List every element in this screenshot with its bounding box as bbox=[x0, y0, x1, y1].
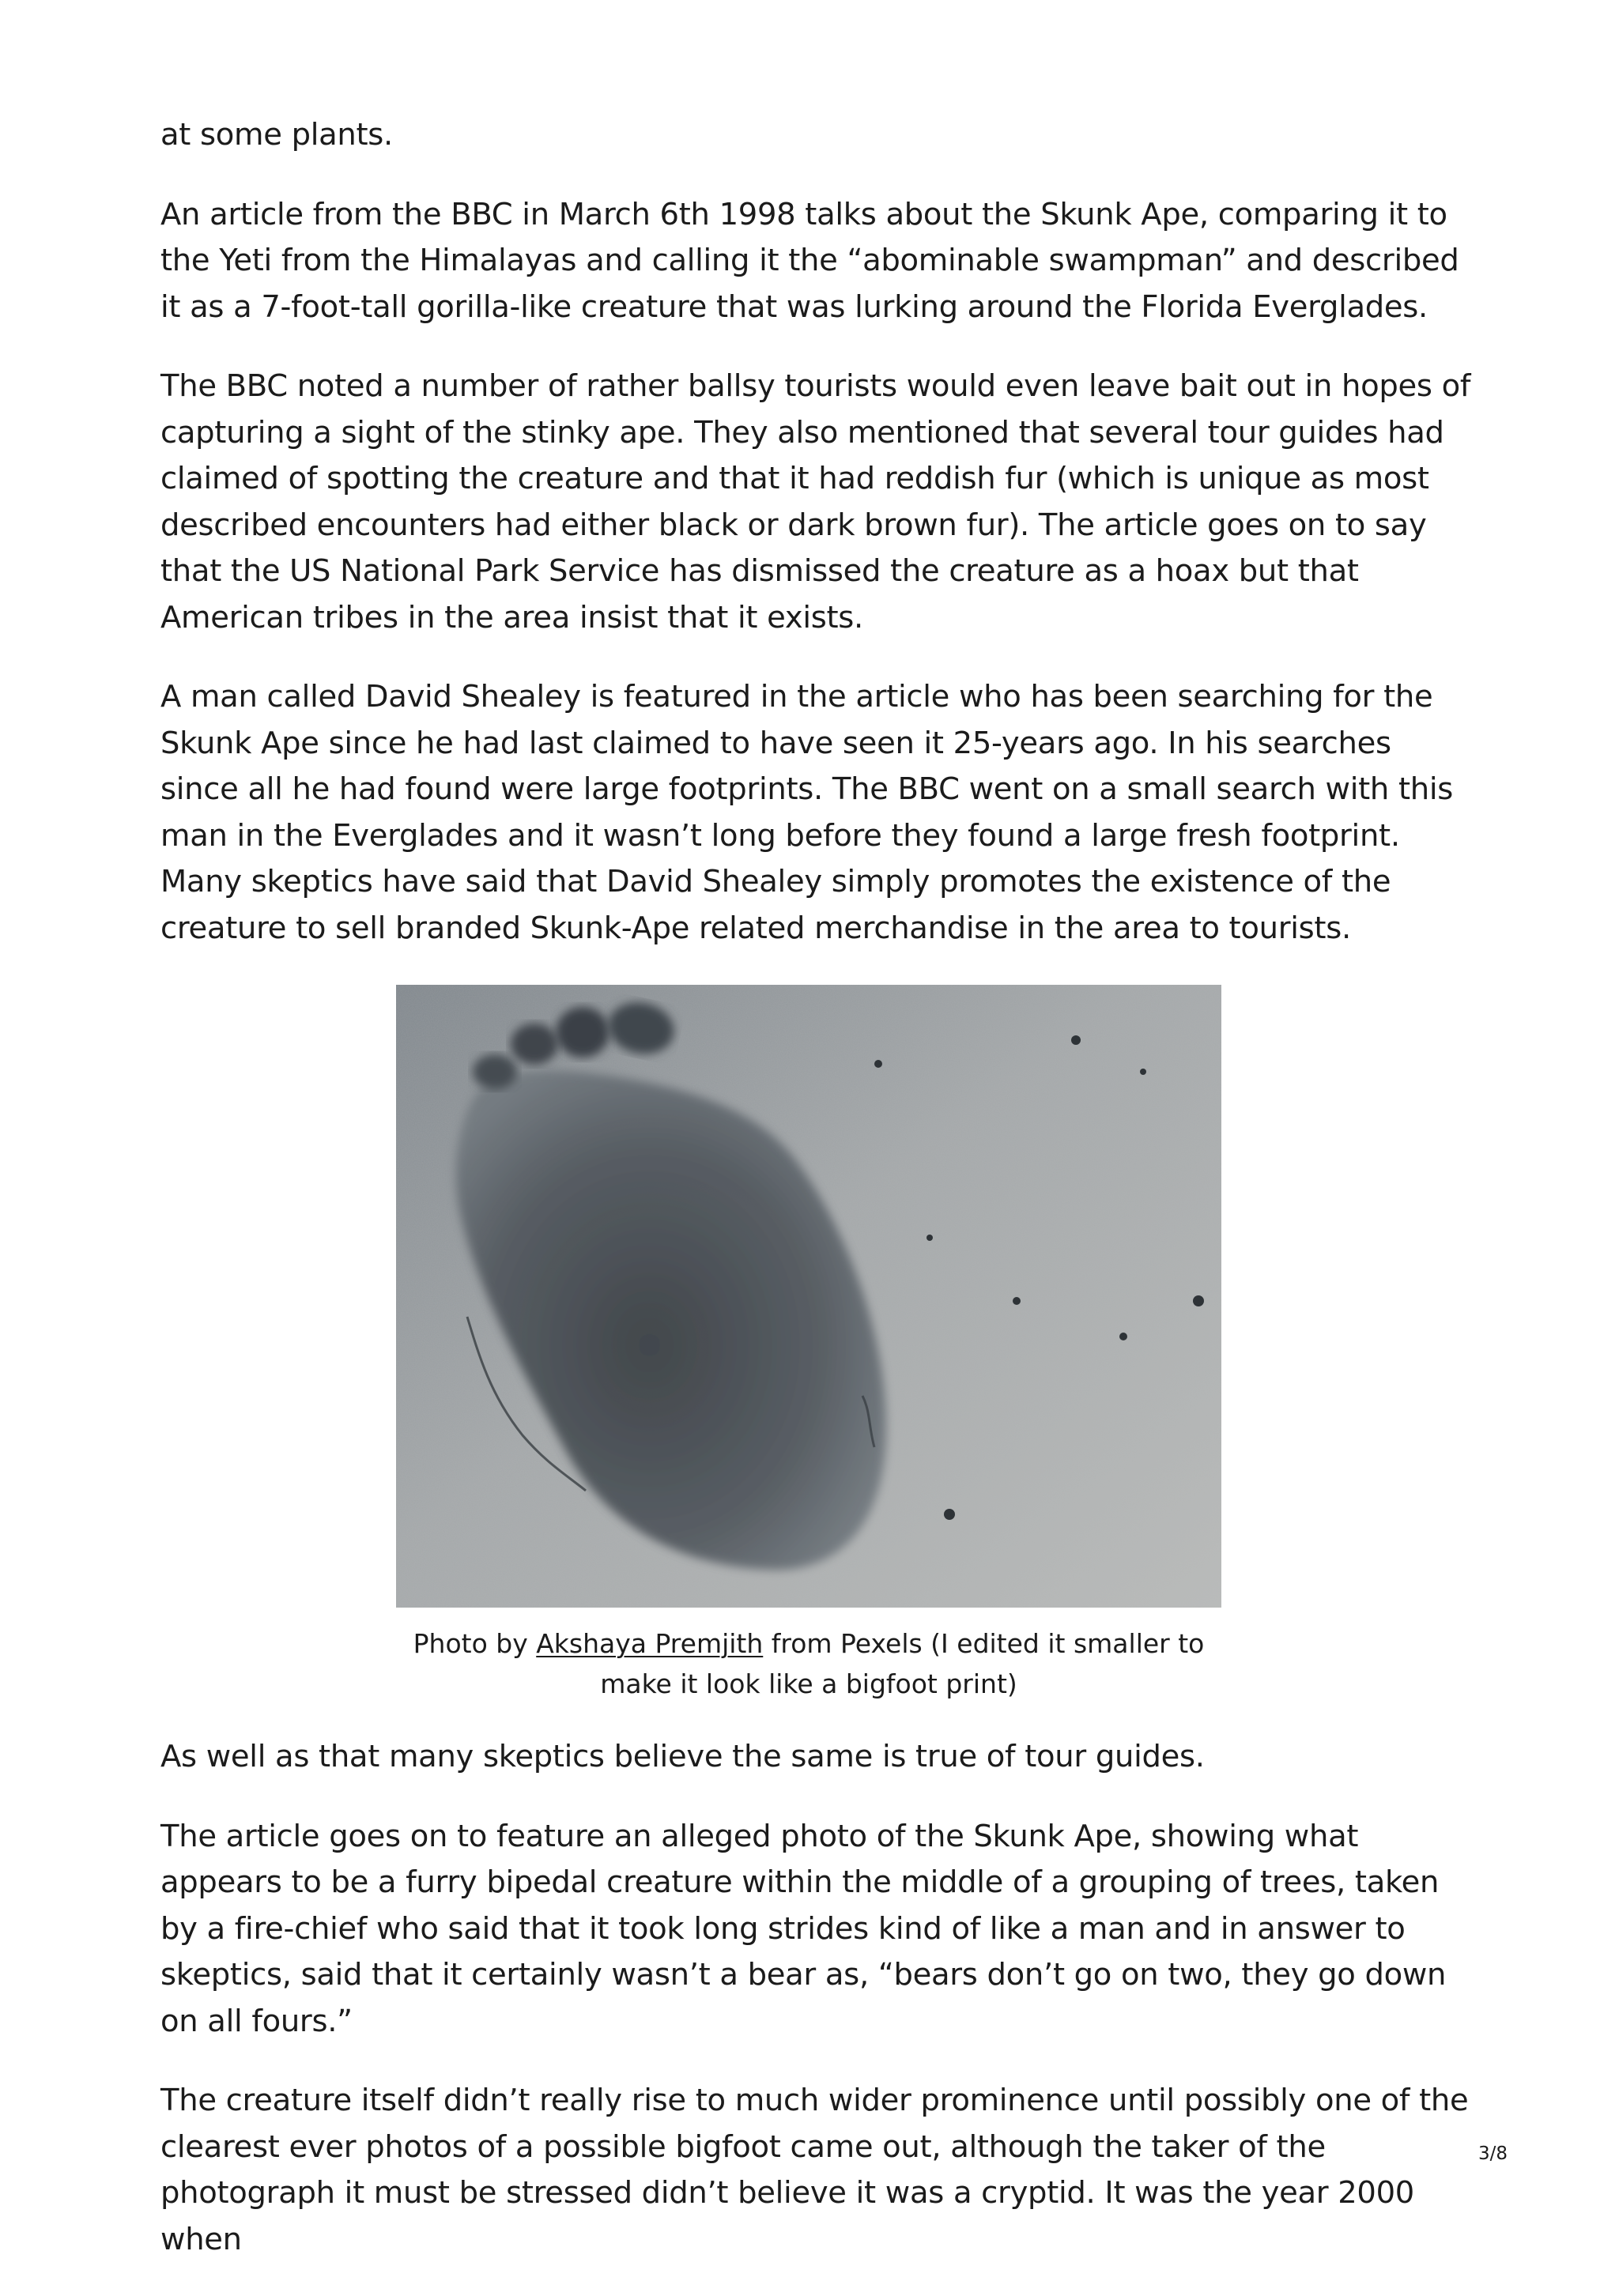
figure bbox=[160, 985, 1473, 1704]
caption-prefix: Photo by bbox=[413, 1628, 537, 1659]
paragraph: A man called David Shealey is featured in the article who has been searching for the Skunk Ape since he had last claimed to have seen it 25-years ago. In his searches since all he had found were large footprints. The BBC went on a small search with this man in the Everglades and it wasn’t long before they found a large fresh footprint. Many skeptics have said that David Shealey simply promotes the existence of the creature to sell branded Skunk-Ape related merchandise in the area to tourists. bbox=[160, 679, 1454, 946]
paragraph: The article goes on to feature an alleged photo of the Skunk Ape, showing what appears to be a furry bipedal creature within the middle of a grouping of trees, taken by a fire-chief who said that it took long strides kind of like a man and in answer to skeptics, said that it certainly wasn’t a bear as, “bears don’t go on two, they go down on all fours.” bbox=[160, 1818, 1447, 2039]
paragraph: at some plants. bbox=[160, 117, 393, 153]
paragraph: An article from the BBC in March 6th 1998 talks about the Skunk Ape, comparing it to the Yeti from the Himalayas and calling it the “abominable swampman” and described it as a 7-foot-tall gorilla-like creature that was lurking around the Florida Everglades. bbox=[160, 196, 1459, 325]
footprint-photo bbox=[396, 985, 1221, 1608]
paragraph: As well as that many skeptics believe the same is true of tour guides. bbox=[160, 1739, 1205, 1774]
photo-caption bbox=[396, 1623, 1221, 1704]
paragraph: The BBC noted a number of rather ballsy tourists would even leave bait out in hopes of capturing a sight of the stinky ape. They also mentioned that several tour guides had claimed of spotting the creature and that it had reddish fur (which is unique as most described encounters had either black or dark brown fur). The article goes on to say that the US National Park Service has dismissed the creature as a hoax but that American tribes in the area insist that it exists. bbox=[160, 368, 1471, 635]
photographer-link[interactable]: Akshaya Premjith bbox=[536, 1628, 764, 1659]
caption-suffix: from Pexels (I edited it smaller to make it look like a bigfoot print) bbox=[600, 1628, 1205, 1699]
article-body bbox=[160, 112, 1473, 2296]
paragraph: The creature itself didn’t really rise to much wider prominence until possibly one of the clearest ever photos of a possible bigfoot came out, although the taker of the photograph it must be stressed didn’t believe it was a cryptid. It was the year 2000 when bbox=[160, 2083, 1469, 2257]
page-number: 3/8 bbox=[1477, 2143, 1508, 2164]
